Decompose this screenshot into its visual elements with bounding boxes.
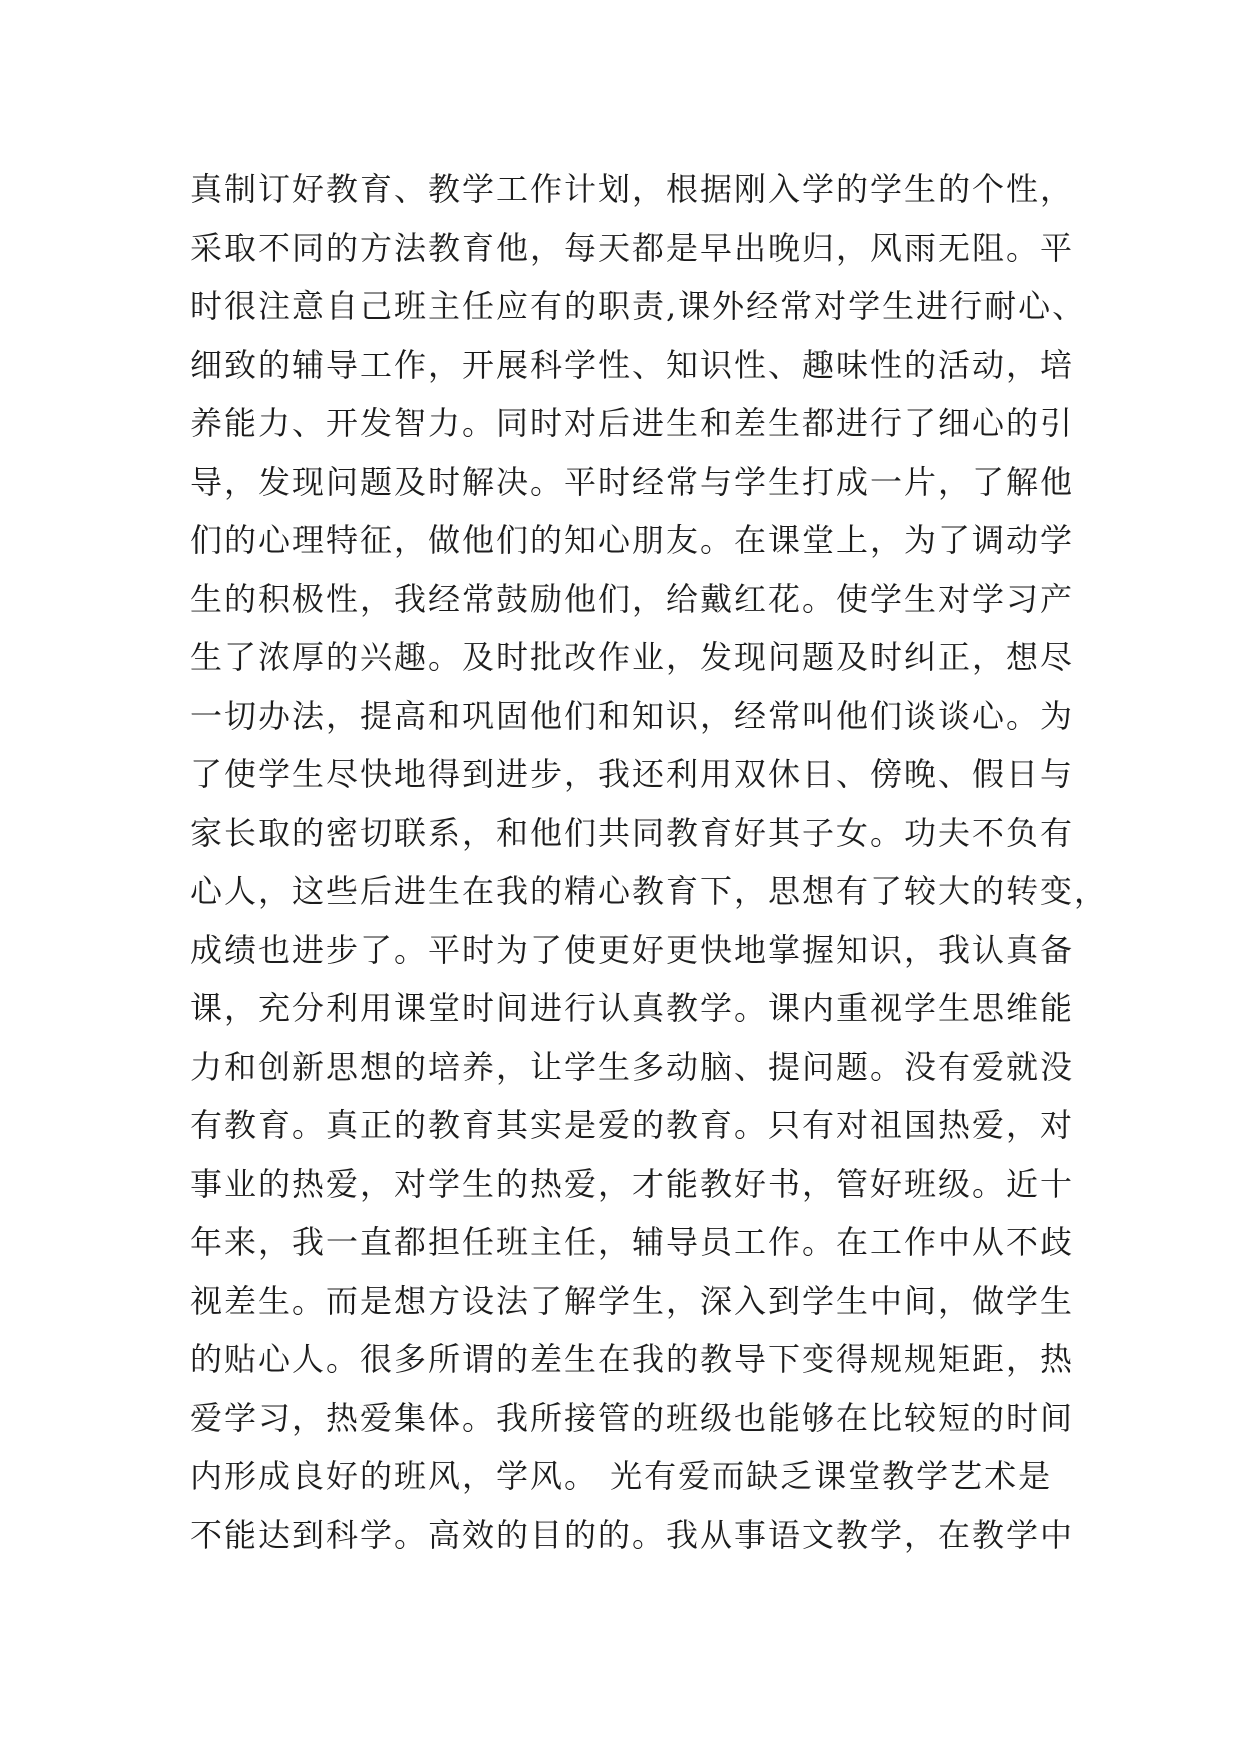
text-line: 不能达到科学。高效的目的的。我从事语文教学，在教学中 (190, 1515, 1075, 1554)
text-line: 课，充分利用课堂时间进行认真教学。课内重视学生思维能 (190, 989, 1075, 1027)
text-line: 心人，这些后进生在我的精心教育下，思想有了较大的转变， (190, 872, 1109, 910)
text-line: 力和创新思想的培养，让学生多动脑、提问题。没有爱就没 (190, 1047, 1075, 1086)
body-paragraph (190, 160, 1109, 1564)
text-line: 导，发现问题及时解决。平时经常与学生打成一片，了解他 (190, 462, 1075, 501)
text-line: 养能力、开发智力。同时对后进生和差生都进行了细心的引 (190, 404, 1075, 442)
text-line: 事业的热爱，对学生的热爱，才能教好书，管好班级。近十 (190, 1164, 1075, 1203)
text-line: 一切办法，提高和巩固他们和知识，经常叫他们谈谈心。为 (190, 696, 1075, 735)
text-line: 家长取的密切联系，和他们共同教育好其子女。功夫不负有 (190, 813, 1075, 852)
text-line: 细致的辅导工作，开展科学性、知识性、趣味性的活动，培 (190, 345, 1075, 384)
text-line: 有教育。真正的教育其实是爱的教育。只有对祖国热爱，对 (190, 1106, 1075, 1144)
text-line: 成绩也进步了。平时为了使更好更快地掌握知识，我认真备 (190, 930, 1075, 969)
text-line: 采取不同的方法教育他，每天都是早出晚归，风雨无阻。平 (190, 228, 1075, 267)
text-line: 了使学生尽快地得到进步，我还利用双休日、傍晚、假日与 (190, 755, 1075, 793)
text-line: 的贴心人。很多所谓的差生在我的教导下变得规规矩距，热 (190, 1340, 1075, 1378)
text-line: 们的心理特征，做他们的知心朋友。在课堂上，为了调动学 (190, 521, 1075, 559)
text-line: 生了浓厚的兴趣。及时批改作业，发现问题及时纠正，想尽 (190, 638, 1075, 676)
text-line: 爱学习，热爱集体。我所接管的班级也能够在比较短的时间 (190, 1398, 1075, 1437)
text-line: 内形成良好的班风，学风。 光有爱而缺乏课堂教学艺术是 (190, 1457, 1053, 1495)
text-line: 生的积极性，我经常鼓励他们，给戴红花。使学生对学习产 (190, 579, 1075, 618)
text-line: 时很注意自己班主任应有的职责,课外经常对学生进行耐心、 (190, 287, 1087, 325)
text-line: 年来，我一直都担任班主任，辅导员工作。在工作中从不歧 (190, 1223, 1075, 1261)
text-line: 视差生。而是想方设法了解学生，深入到学生中间，做学生 (190, 1281, 1075, 1320)
text-line: 真制订好教育、教学工作计划，根据刚入学的学生的个性， (190, 170, 1075, 208)
